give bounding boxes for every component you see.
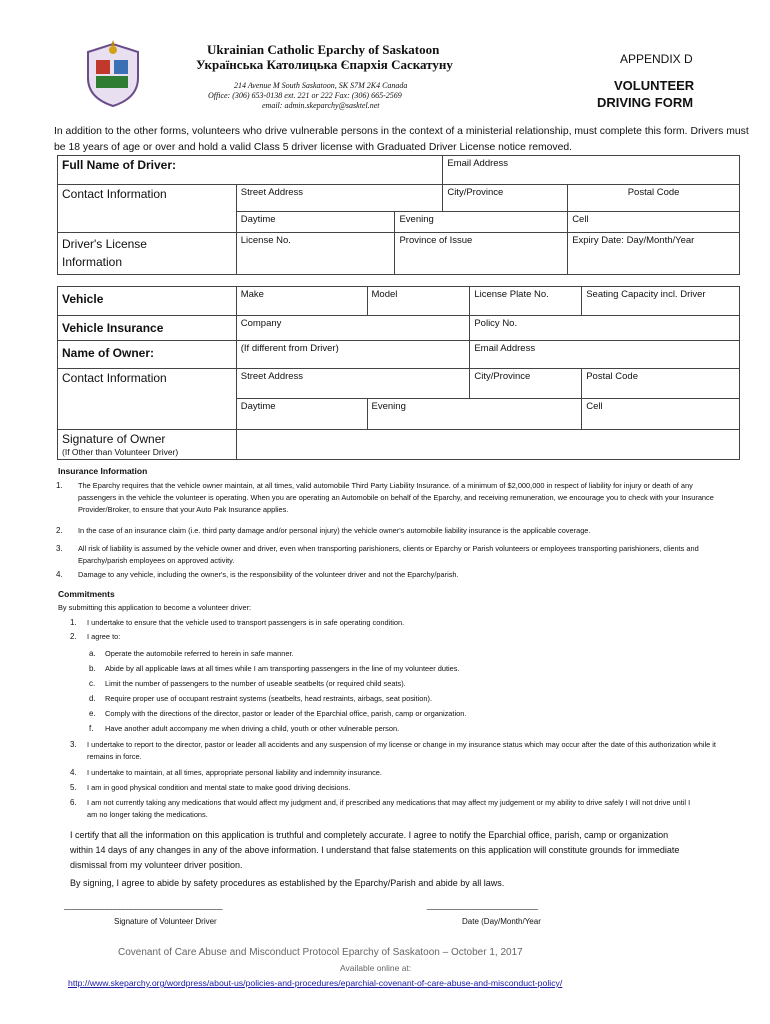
owner-postal-label: Postal Code (586, 371, 638, 382)
expiry-date-field[interactable] (568, 233, 740, 275)
insurance-item-1-number: 1. (56, 481, 63, 490)
driver-signature-label: Signature of Volunteer Driver (114, 917, 217, 926)
driver-street-field[interactable] (236, 185, 443, 212)
driver-cell-label: Cell (572, 214, 589, 225)
commitment-5-number: 5. (70, 783, 77, 792)
owner-contact-label: Contact Information (62, 371, 167, 385)
insurance-item-1: The Eparchy requires that the vehicle owner maintain, at all times, valid automobile Third Party Liability Insurance. of a minimum of $2,000,000 in respect of liability for injury or death of any passengers in the vehicle the volunteer is operating. When you are operating an Automobile on behalf of the Eparchy, and receiving remuneration, we encourage you to check with your Insurance Provider/Broker, to ensure that your Auto Pak Insurance applies. (78, 481, 714, 514)
form-title-line1: VOLUNTEER (614, 78, 695, 93)
commitments-heading: Commitments (58, 589, 115, 599)
insurance-label: Vehicle Insurance (62, 321, 164, 335)
signature-owner-field[interactable] (236, 430, 739, 460)
license-label-line2: Information (62, 255, 123, 269)
model-label: Model (371, 289, 398, 300)
seating-label: Seating Capacity incl. Driver (586, 289, 706, 300)
commitment-3-number: 3. (70, 740, 77, 749)
form-title-line2: DRIVING FORM (597, 95, 694, 110)
owner-street-field[interactable] (236, 369, 470, 399)
appendix-label: APPENDIX D (620, 52, 693, 66)
license-info-cell (58, 233, 237, 275)
sub-item-b: Abide by all applicable laws at all times while I am transporting passengers in the line of my volunteer duties. (105, 664, 460, 673)
driver-daytime-label: Daytime (240, 214, 276, 225)
commitment-6: I am not currently taking any medications that would affect my judgment and, if prescribed any medications that may affect my judgement or my ability to drive safely I will not drive until I am no longer taking the medications. (87, 798, 691, 819)
province-issue-label: Province of Issue (399, 235, 473, 246)
driver-street-label: Street Address (240, 187, 304, 198)
make-label: Make (240, 289, 264, 300)
license-label-line1: Driver's License (62, 237, 147, 251)
commitment-6-number: 6. (70, 798, 77, 807)
commitment-2: I agree to: (87, 632, 121, 641)
date-label: Date (Day/Month/Year (462, 917, 541, 926)
owner-daytime-label: Daytime (240, 401, 276, 412)
owner-daytime-field[interactable] (236, 399, 367, 430)
phone-line: Office: (306) 653-0138 ext. 221 or 222 Fax: (306) 665-2569 (208, 91, 402, 100)
if-different-label: (If different from Driver) (240, 343, 339, 354)
owner-email-field[interactable] (470, 341, 740, 369)
driver-contact-label: Contact Information (62, 187, 167, 201)
commitment-2-number: 2. (70, 632, 77, 641)
eparchy-crest-logo (82, 38, 144, 108)
expiry-date-label: Expiry Date: Day/Month/Year (572, 235, 695, 246)
email-line: email: admin.skeparchy@sasktel.net (262, 101, 380, 110)
sub-item-a: Operate the automobile referred to herein in safe manner. (105, 649, 294, 658)
driver-city-label: City/Province (447, 187, 504, 198)
plate-field[interactable] (470, 287, 582, 316)
license-no-field[interactable] (236, 233, 395, 275)
commitment-4-number: 4. (70, 768, 77, 777)
signature-owner-note: (If Other than Volunteer Driver) (62, 447, 179, 457)
signing-statement: By signing, I agree to abide by safety procedures as established by the Eparchy/Parish and abide by all laws. (70, 878, 505, 888)
driver-email-label: Email Address (447, 158, 509, 169)
owner-street-label: Street Address (240, 371, 304, 382)
policy-no-field[interactable] (470, 316, 740, 341)
sub-item-f: Have another adult accompany me when driving a child, youth or other vulnerable person. (105, 724, 400, 733)
owner-evening-label: Evening (371, 401, 406, 412)
sub-item-a-number: a. (89, 649, 96, 658)
driver-info-table (57, 155, 740, 275)
sub-item-d-number: d. (89, 694, 96, 703)
insurance-item-3-number: 3. (56, 544, 63, 553)
address-line: 214 Avenue M South Saskatoon, SK S7M 2K4 Canada (234, 81, 408, 90)
driver-contact-cell (58, 185, 237, 233)
commitment-3: I undertake to report to the director, pastor or leader all accidents and any suspension of my license or change in my insurance status which may occur after the date of this authorization while it remains in force. (87, 740, 716, 761)
commitment-4: I undertake to maintain, at all times, appropriate personal liability and indemnity insurance. (87, 768, 382, 777)
owner-label: Name of Owner: (62, 346, 155, 360)
policy-label: Policy No. (474, 318, 518, 329)
insurance-item-4: Damage to any vehicle, including the owner's, is the responsibility of the volunteer driver and not the Eparchy/parish. (78, 570, 459, 579)
insurance-heading: Insurance Information (58, 466, 148, 476)
insurance-cell (58, 316, 237, 341)
certify-paragraph: I certify that all the information on this application is truthful and completely accurate. I agree to notify the Eparchial office, parish, camp or organization within 14 days of any changes in any of the above information. I understand that false statements on this application will constitute grounds for immediate dismissal from my volunteer driver position. (70, 830, 680, 870)
commitment-1: I undertake to ensure that the vehicle used to transport passengers is in safe operating condition. (87, 618, 405, 627)
footer-available: Available online at: (340, 963, 412, 973)
full-name-label: Full Name of Driver: (62, 158, 177, 172)
model-field[interactable] (367, 287, 470, 316)
sub-item-c: Limit the number of passengers to the number of useable seatbelts (or required child seats). (105, 679, 406, 688)
org-name-ukrainian: Українська Католицька Єпархія Саскатуну (196, 57, 453, 72)
signature-owner-cell (58, 430, 237, 460)
owner-city-field[interactable] (470, 369, 582, 399)
driver-postal-label: Postal Code (627, 187, 680, 198)
owner-email-label: Email Address (474, 343, 536, 354)
sub-item-d: Require proper use of occupant restraint systems (seatbelts, head restraints, airbags, seat position). (105, 694, 432, 703)
owner-name-field[interactable] (236, 341, 470, 369)
driver-daytime-field[interactable] (236, 212, 395, 233)
owner-contact-cell (58, 369, 237, 430)
insurance-item-3: All risk of liability is assumed by the vehicle owner and driver, even when transporting parishioners, clients or Eparchy or Parish volunteers or employees transporting parishioners, clients and Eparchy/parish employees on approved activity. (78, 544, 699, 565)
owner-postal-field[interactable] (582, 369, 740, 399)
vehicle-info-table (57, 286, 740, 460)
driver-city-field[interactable] (443, 185, 568, 212)
commitment-1-number: 1. (70, 618, 77, 627)
sub-item-e: Comply with the directions of the director, pastor or leader of the Eparchial office, parish, camp or organization. (105, 709, 467, 718)
date-line[interactable]: ____________________________ (427, 901, 538, 910)
org-name-english: Ukrainian Catholic Eparchy of Saskatoon (207, 42, 440, 57)
driver-email-field[interactable] (443, 156, 740, 185)
province-issue-field[interactable] (395, 233, 568, 275)
driver-signature-line[interactable]: ________________________________________ (64, 901, 222, 910)
sub-item-b-number: b. (89, 664, 96, 673)
owner-cell-label: Cell (586, 401, 603, 412)
sub-item-e-number: e. (89, 709, 96, 718)
vehicle-cell (58, 287, 237, 316)
signature-owner-label: Signature of Owner (62, 432, 166, 446)
company-label: Company (240, 318, 282, 329)
insurance-item-2-number: 2. (56, 526, 63, 535)
driver-cell-field[interactable] (568, 212, 740, 233)
license-no-label: License No. (240, 235, 291, 246)
vehicle-label: Vehicle (62, 292, 104, 306)
owner-evening-field[interactable] (367, 399, 582, 430)
insurance-company-field[interactable] (236, 316, 470, 341)
make-field[interactable] (236, 287, 367, 316)
commitments-intro: By submitting this application to become a volunteer driver: (58, 603, 252, 612)
driver-evening-field[interactable] (395, 212, 568, 233)
seating-field[interactable] (582, 287, 740, 316)
intro-paragraph: In addition to the other forms, volunteers who drive vulnerable persons in the context of a ministerial relationship, must complete this form. Drivers must be 18 years of age or over and hold a valid Class 5 driver license with Graduated Driver License notice removed. (54, 126, 749, 153)
sub-item-f-number: f. (89, 724, 94, 733)
footer-protocol: Covenant of Care Abuse and Misconduct Protocol Eparchy of Saskatoon – October 1, 2017 (118, 947, 523, 958)
insurance-item-2: In the case of an insurance claim (i.e. third party damage and/or personal injury) the vehicle owner's automobile liability insurance is the applicable coverage. (78, 526, 591, 535)
sub-item-c-number: c. (89, 679, 96, 688)
driver-evening-label: Evening (399, 214, 434, 225)
plate-label: License Plate No. (474, 289, 549, 300)
owner-cell (58, 341, 237, 369)
footer-link[interactable]: http://www.skeparchy.org/wordpress/about-us/policies-and-procedures/eparchial-covenant-of-care-abuse-and-misconduct-policy/ (68, 978, 563, 988)
driver-postal-field[interactable] (568, 185, 740, 212)
owner-city-label: City/Province (474, 371, 531, 382)
full-name-field[interactable] (58, 156, 443, 185)
commitment-5: I am in good physical condition and mental state to make good driving decisions. (87, 783, 351, 792)
owner-cell-field[interactable] (582, 399, 740, 430)
insurance-item-4-number: 4. (56, 570, 63, 579)
